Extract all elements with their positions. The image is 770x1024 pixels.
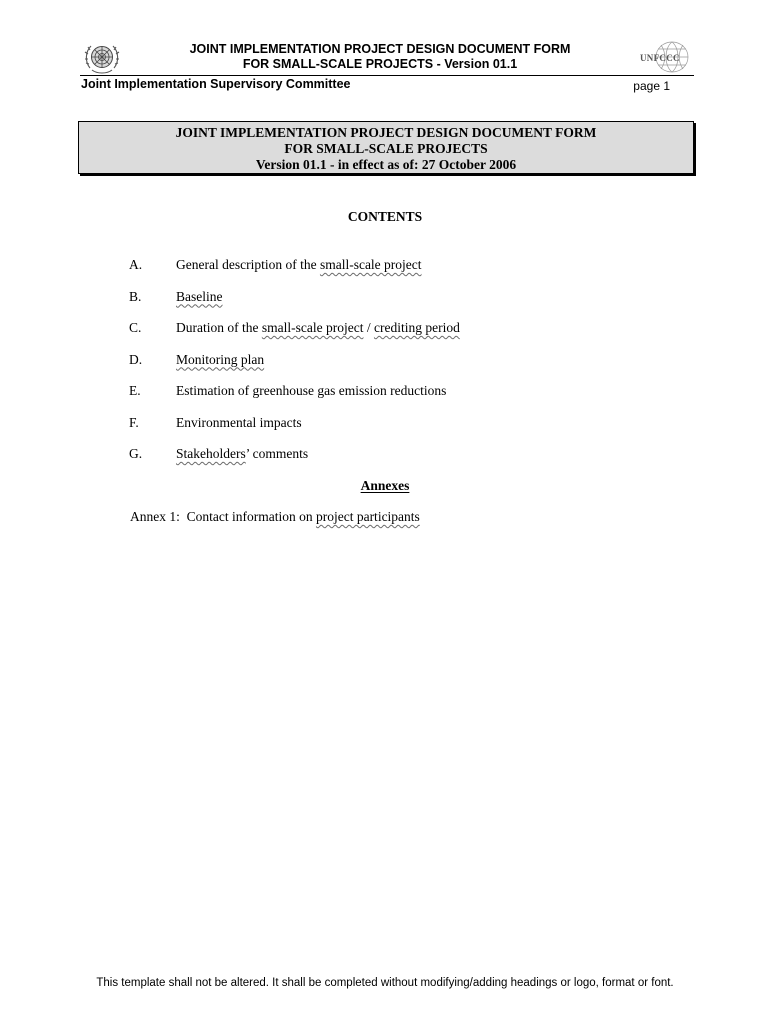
toc-item-term: small-scale project — [319, 257, 422, 272]
page-number: page 1 — [633, 79, 670, 93]
toc-item — [0, 288, 770, 306]
header-title-line1: JOINT IMPLEMENTATION PROJECT DESIGN DOCUMENT FORM — [189, 42, 571, 56]
committee-name: Joint Implementation Supervisory Committee — [81, 77, 351, 91]
toc-item-text — [176, 256, 422, 274]
toc-item-term: small-scale project — [261, 320, 364, 335]
toc-item-term: Baseline — [176, 288, 223, 304]
toc-item-text — [176, 288, 223, 306]
toc-item-letter: E. — [129, 383, 141, 398]
toc-item-text — [176, 445, 308, 463]
toc-item-segment: ’ comments — [245, 446, 309, 461]
document-title-line2: FOR SMALL-SCALE PROJECTS — [284, 141, 488, 156]
toc-item — [0, 319, 770, 337]
toc-item — [0, 256, 770, 274]
toc-item — [0, 414, 770, 432]
toc-item-letter: B. — [129, 288, 142, 304]
unfccc-logo-text: UNFCCC — [640, 53, 680, 63]
header-title-line2: FOR SMALL-SCALE PROJECTS - Version 01.1 — [242, 57, 518, 71]
document-title-line1: JOINT IMPLEMENTATION PROJECT DESIGN DOCUMENT FORM — [175, 125, 597, 140]
toc-item-letter: F. — [129, 414, 139, 430]
toc-item-segment: / — [363, 320, 374, 335]
footer-note: This template shall not be altered. It shall be completed without modifying/adding headings or logo, format or font. — [96, 977, 674, 989]
un-emblem-icon — [82, 38, 122, 78]
toc-item-letter: G. — [129, 446, 143, 461]
toc-item-segment: Duration of the — [176, 320, 262, 335]
toc-item-term: Monitoring plan — [176, 351, 265, 367]
contents-heading: CONTENTS — [347, 209, 423, 224]
annex-1-term: project participants — [315, 509, 420, 524]
toc-item-term: crediting period — [373, 320, 460, 335]
toc-item-text — [176, 414, 302, 432]
toc-item-letter: A. — [129, 257, 143, 272]
toc-item-term: Stakeholders — [176, 446, 246, 461]
annex-1-item — [130, 508, 420, 526]
toc-item-letter: D. — [129, 351, 143, 367]
annexes-heading: Annexes — [360, 478, 410, 493]
toc-item-segment: Estimation of greenhouse gas emission reductions — [176, 383, 447, 398]
unfccc-logo — [636, 40, 692, 74]
toc-item — [0, 382, 770, 400]
page-header — [0, 0, 770, 100]
annex-1-label: Annex 1: Contact information on — [130, 509, 316, 524]
document-version-line: Version 01.1 - in effect as of: 27 October 2006 — [255, 157, 517, 172]
toc-item — [0, 445, 770, 463]
toc-item-text — [176, 319, 460, 337]
toc-item-text — [176, 382, 446, 400]
toc-item-segment: General description of the — [176, 257, 320, 272]
toc-item-letter: C. — [129, 320, 142, 335]
toc-item-text — [176, 351, 264, 369]
toc-item-segment: Environmental impacts — [176, 414, 302, 430]
document-title-box — [78, 121, 694, 174]
toc-item — [0, 351, 770, 369]
